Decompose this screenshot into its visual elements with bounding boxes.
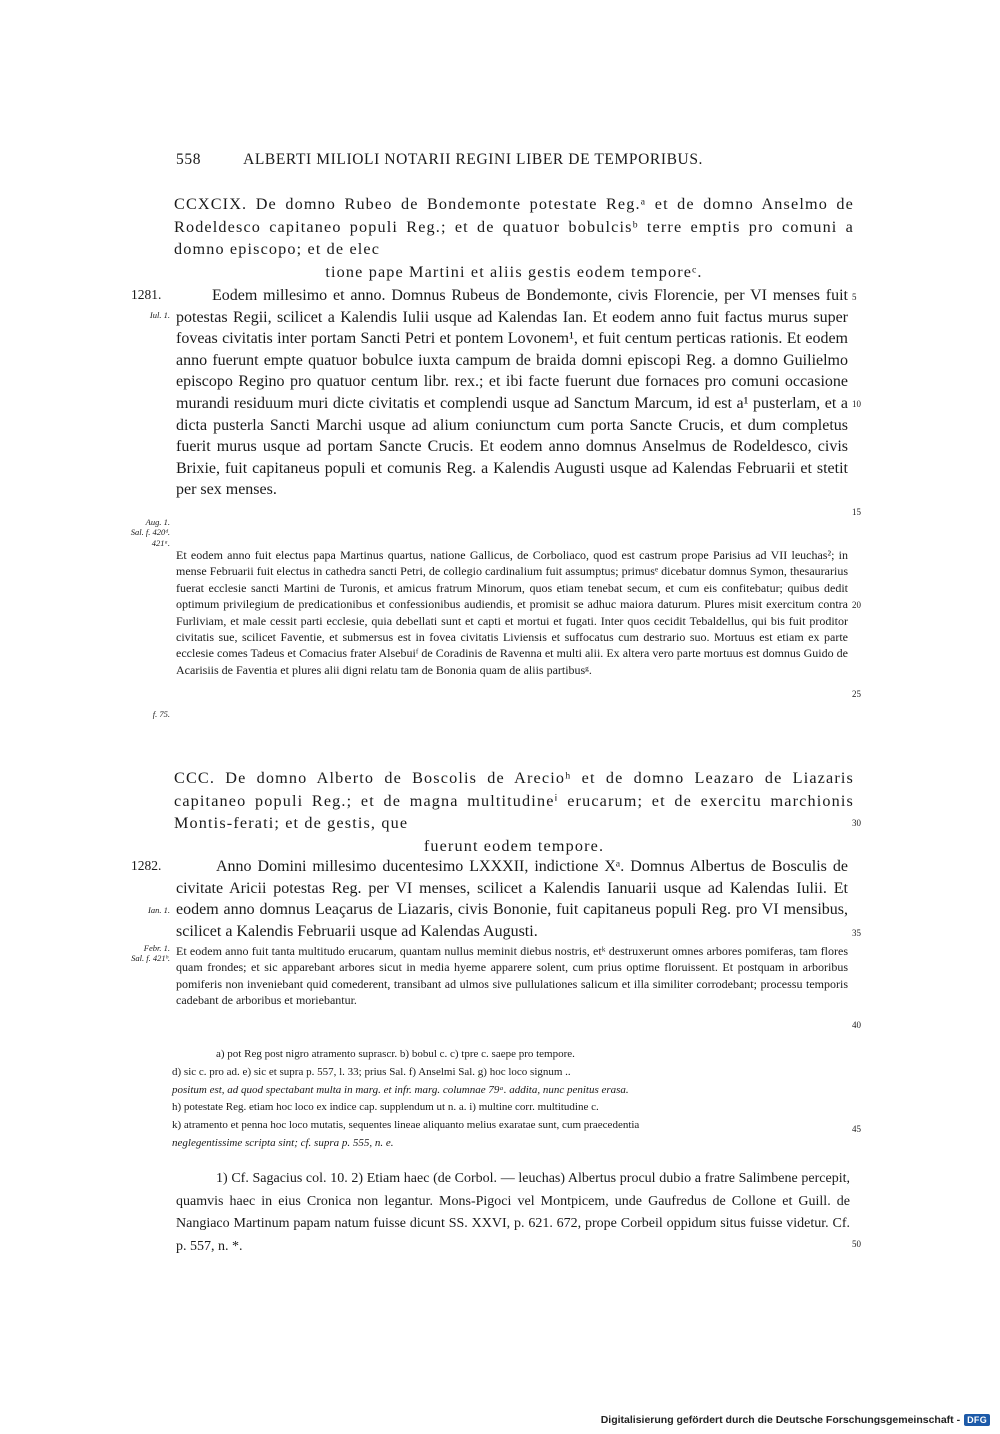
line-number: 50 [852,1239,861,1249]
margin-reference: Sal. f. 420ᵈ. [130,527,170,537]
chapter-title-last-line: tione pape Martini et aliis gestis eodem temporeᶜ. [325,262,703,281]
line-number: 25 [852,689,861,699]
funding-footer [601,1414,990,1426]
line-number: 10 [852,399,861,409]
margin-reference: Sal. f. 421ᵇ. [131,953,170,963]
chapter-title-last-line: fuerunt eodem tempore. [423,836,605,855]
margin-reference: f. 75. [152,709,170,719]
chapter-body-small: Et eodem anno fuit electus papa Martinus quartus, natione Gallicus, de Corboliaco, quod est castrum prope Parisius ad VII leuchas²; in mense Februarii fuit electus in cathedra sancti Petri, de collegio cardinalium fuit assumptus; primusᵉ dicebatur domnus Symon, thesaurarius fuerat ecclesie sancti Martini de Turonis, et amicus fratrum Minorum, quos etiam tenebat secum, et cum eis confitebatur; quibus dedit optimum privilegium de predicationibus et confessionibus audiendis, et promisit se adhuc maiora daturum. Plures misit exercitum contra Furliviam, et male cessit parti ecclesie, quia debellati sunt et capti et mortui et fugati. Inter quos cecidit Tebaldellus, qui bis fuit proditor civitatis sue, scilicet Faventie, et submersus est in fovea civitatis Liviensis et suffocatus cum destrario suo. Mortuus est etiam ex parte ecclesie comes Tadeus et Comacius frater Alsebuiᶠ de Coradinis de Ravenna et multi alii. Ex altera vero parte mortuus est domnus Guido de Acarisiis de Faventia et plures alii digni relatu tam de Bononia quam de aliis partibusᵍ. [176,548,848,677]
footnotes: 1) Cf. Sagacius col. 10. 2) Etiam haec (de Corbol. — leuchas) Albertus procul dubio a fratre Salimbene percepit, quamvis haec in eius Cronica non legantur. Mons-Pigoci vel Montpicem, unde Gaufredus de Collone et Guill. de Nangiaco Martinum papam natum fuisse dicunt SS. XXVI, p. 621. 672, prope Corbeil oppidum situs fuisse videtur. Cf. p. 557, n. *. [176,1171,850,1254]
line-number: 20 [852,600,861,610]
margin-date: Iul. 1. [149,310,170,320]
line-number: 15 [852,507,861,517]
line-number: 40 [852,1020,861,1030]
note-line: d) sic c. pro ad. e) sic et supra p. 557, l. 33; prius Sal. f) Anselmi Sal. g) hoc loco signum .. [172,1065,571,1078]
running-head [176,151,796,169]
margin-reference: 421ᵃ. [151,538,170,548]
note-line: neglegentissime scripta sint; cf. supra p. 555, n. e. [172,1136,394,1149]
line-number: 35 [852,928,861,938]
chapter-title-text: CCXCIX. De domno Rubeo de Bondemonte potestate Reg.ᵃ et de domno Anselmo de Rodeldesco capitaneo populi Reg.; et de quatuor bobulcisᵇ terre emptis pro comuni a domno episcopo; et de elec [174,195,854,258]
page-number: 558 [176,151,202,168]
chapter-body: Anno Domini millesimo ducentesimo LXXXII, indictione Xᵃ. Domnus Albertus de Bosculis de civitate Aricii potestas Reg. per VI menses, scilicet a Kalendis Ianuarii usque ad Kalendas Iulii. Et eodem anno domnus Leaçarus de Liazaris, civis Bononie, fuit capitaneus populi Reg. pro VI mensibus, scilicet a Kalendis Februarii usque ad Kalendas Augusti. [176,858,848,940]
line-number: 5 [852,292,857,302]
margin-year: 1282. [131,858,162,873]
line-number: 30 [852,818,861,828]
running-title: ALBERTI MILIOLI NOTARII REGINI LIBER DE TEMPORIBUS. [243,151,704,168]
note-line: positum est, ad quod spectabant multa in marg. et infr. marg. columnae 79ᵃ. addita, nunc penitus erasa. [172,1083,629,1096]
margin-year: 1281. [131,287,162,302]
footer-text: Digitalisierung gefördert durch die Deutsche Forschungsgemeinschaft - [600,1414,961,1426]
note-line: a) pot Reg post nigro atramento suprascr. b) bobul c. c) tpre c. saepe pro tempore. [216,1048,575,1060]
chapter-title-ccxcix [174,193,854,283]
margin-date: Aug. 1. [145,517,170,527]
dfg-logo: DFG [964,1414,990,1426]
chapter-body-small: Et eodem anno fuit tanta multitudo erucarum, quantam nullus meminit diebus nostris, etᵏ destruxerunt omnes arbores pomiferas, tam flores quam frondes; et sic apparebant arbores sicut in media hyeme apparere solent, cum prius optime floruissent. Et postquam in arboribus pomiferis non inveniebant quid comederent, transibant ad ulmos sive pullulationes salicum et illa similiter corrodebant; processu temporis cadebant de arboribus et moriebantur. [176,944,848,1008]
margin-date: Ian. 1. [148,905,170,915]
critical-notes [172,1046,844,1153]
line-number: 45 [852,1124,861,1134]
margin-date: Febr. 1. [143,943,170,953]
chapter-body: Eodem millesimo et anno. Domnus Rubeus de Bondemonte, civis Florencie, per VI menses fuit potestas Regii, scilicet a Kalendis Iulii usque ad Kalendas Ian. Et eodem anno fuit factus murus super foveas civitatis inter portam Sancti Petri et pontem Lovonem¹, et fuit centum perticas rationis. Et eodem anno fuerunt empte quatuor bobulce iuxta campum de braida domni episcopi Reg. a domno Guilielmo episcopo Regino pro quatuor centum libr. rex.; et ibi facte fuerunt due fornaces pro comuni occasione murandi residuum muri dicte civitatis et complendi usque ad Sanctum Marcum, id est a¹ pusterlam, et a dicta pusterla Sancti Marchi usque ad alium coniunctum cum porta Sancte Crucis, et dum completus fuerit murus usque ad portam Sancte Crucis. Et eodem anno domnus Anselmus de Rodeldesco, civis Brixie, fuit capitaneus populi et comunis Reg. a Kalendis Augusti usque ad Kalendas Februarii et stetit per sex menses. [176,287,848,499]
chapter-title-ccc [174,767,854,857]
note-line: h) potestate Reg. etiam hoc loco ex indice cap. supplendum ut n. a. i) multine corr. multitudine c. [172,1101,599,1114]
chapter-title-text: CCC. De domno Alberto de Boscolis de Arecioʰ et de domno Leazaro de Liazaris capitaneo populi Reg.; et de magna multitudineⁱ erucarum; et de exercitu marchionis Montis-ferati; et de gestis, que [174,769,854,832]
note-line: k) atramento et penna hoc loco mutatis, sequentes lineae aliquanto melius exaratae sunt, cum praecedentia [172,1119,640,1132]
